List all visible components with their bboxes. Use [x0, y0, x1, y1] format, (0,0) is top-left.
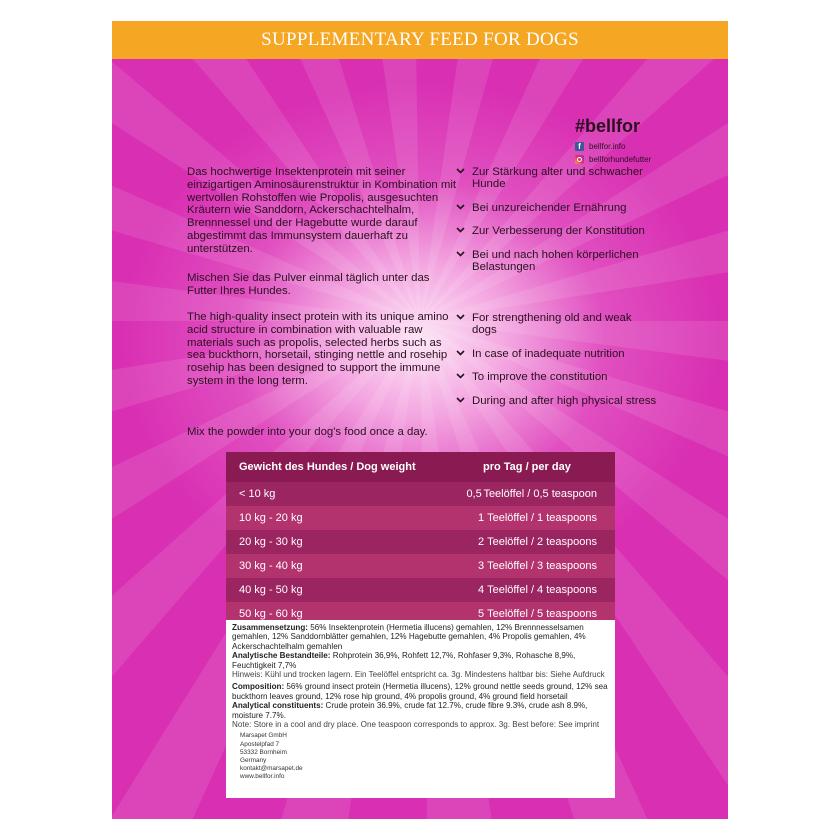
social-block — [575, 116, 651, 166]
benefit-item: Bei unzureichender Ernährung — [454, 202, 659, 214]
dose-unit: Teelöffel / 5 teaspoons — [487, 608, 597, 620]
instruction-en: Mix the powder into your dog's food once a day. — [187, 426, 428, 438]
zusammensetzung: Zusammensetzung: 56% Insektenprotein (Hermetia illucens) gemahlen, 12% Brennnesselsamen gemahlen, 12% Sanddornblätter gemahlen, 12% Hagebutte gemahlen, 4% Propolis gemahlen, 4% Ackerschachtelhalm gemahlen — [232, 623, 586, 651]
benefit-item: Zur Verbesserung der Konstitution — [454, 225, 659, 237]
instagram-text: bellforhundefutter — [589, 155, 652, 164]
weight-cell: 40 kg - 50 kg — [226, 578, 449, 602]
dose-unit: Teelöffel / 0,5 teaspoon — [483, 488, 597, 500]
benefit-item: Bei und nach hohen körperlichen Belastungen — [454, 249, 659, 274]
chevron-down-icon — [456, 396, 465, 404]
address-line: 53332 Bornheim — [240, 748, 287, 756]
address-line: Marsapet GmbH — [240, 732, 287, 740]
benefit-item: In case of inadequate nutrition — [454, 348, 659, 360]
analytical-constituents: Analytical constituents: Crude protein 36.9%, crude fat 12.7%, crude fibre 9.3%, crude ash 8.9%, moisture 7.7%. — [232, 701, 588, 720]
weight-cell: 50 kg - 60 kg — [226, 602, 449, 626]
chevron-down-icon — [456, 250, 465, 258]
dose-cell — [449, 554, 615, 578]
table-row — [226, 530, 615, 554]
analytische-bestandteile: Analytische Bestandteile: Rohprotein 36,9%, Rohfett 12,7%, Rohfaser 9,3%, Rohasche 8,9%, Feuchtigkeit 7,7% — [232, 651, 576, 670]
composition: Composition: 56% ground insect protein (Hermetia illucens), 12% ground nettle seeds ground, 12% sea buckthorn leaves ground, 12% rose hip ground, 4% propolis ground, 4% ground field horsetail — [232, 682, 608, 701]
storage-note: Note: Store in a cool and dry place. One teaspoon corresponds to approx. 3g. Best before: See imprint — [232, 720, 600, 730]
banner-title: SUPPLEMENTARY FEED FOR DOGS — [261, 29, 579, 50]
benefit-item: During and after high physical stress — [454, 395, 659, 407]
top-banner — [112, 21, 728, 59]
dose-amount: 4 — [477, 584, 485, 596]
table-row — [226, 482, 615, 506]
description-de: Das hochwertige Insektenprotein mit seiner einzigartigen Aminosäurenstruktur in Kombination mit wertvollen Rohstoffen wie Propolis, ausgesuchten Kräutern wie Sanddorn, Ackerschachtelhalm, Brennnessel und der Hagebutte wurde darauf abgestimmt das Immunsystem dauerhaft zu unterstützen. — [187, 166, 457, 255]
description-en: The high-quality insect protein with its unique amino acid structure in combination with valuable raw materials such as propolis, selected herbs such as sea buckthorn, horsetail, stinging nettle and rosehip rosehip has been designed to support the immune system in the long term. — [187, 311, 449, 387]
chevron-down-icon — [456, 167, 465, 175]
instagram-icon — [575, 155, 584, 164]
website-text: bellfor.info — [589, 142, 626, 151]
dosage-table — [226, 452, 615, 626]
dosage-header-row — [226, 452, 615, 482]
dose-unit: Teelöffel / 2 teaspoons — [487, 536, 597, 548]
hinweis: Hinweis: Kühl und trocken lagern. Ein Teelöffel entspricht ca. 3g. Mindestens haltbar bis: Siehe Aufdruck — [232, 670, 605, 680]
dose-cell — [449, 482, 615, 506]
dose-cell — [449, 578, 615, 602]
manufacturer-address — [232, 732, 609, 781]
address-line: www.bellfor.info — [240, 772, 285, 780]
benefit-item: Zur Stärkung alter und schwacher Hunde — [454, 166, 659, 191]
dose-amount: 1 — [477, 512, 485, 524]
address-line: kontakt@marsapet.de — [240, 764, 303, 772]
benefit-item: For strengthening old and weak dogs — [454, 312, 659, 337]
dose-amount: 2 — [477, 536, 485, 548]
instagram-row — [575, 153, 651, 166]
instruction-de: Mischen Sie das Pulver einmal täglich unter das Futter Ihres Hundes. — [187, 272, 430, 297]
dose-unit: Teelöffel / 1 teaspoons — [487, 512, 597, 524]
benefits-list-de — [454, 166, 659, 273]
chevron-down-icon — [456, 226, 465, 234]
dose-amount: 3 — [477, 560, 485, 572]
benefit-item: To improve the constitution — [454, 371, 659, 383]
facebook-icon: f — [575, 142, 584, 151]
header-dose: pro Tag / per day — [449, 452, 615, 482]
chevron-down-icon — [456, 349, 465, 357]
weight-cell: < 10 kg — [226, 482, 449, 506]
ingredients-panel — [226, 620, 615, 798]
chevron-down-icon — [456, 313, 465, 321]
dose-amount: 0,5 — [466, 488, 482, 500]
dose-amount: 5 — [477, 608, 485, 620]
weight-cell: 20 kg - 30 kg — [226, 530, 449, 554]
address-line: Germany — [240, 756, 267, 764]
header-weight: Gewicht des Hundes / Dog weight — [226, 452, 449, 482]
table-row — [226, 554, 615, 578]
dose-unit: Teelöffel / 3 teaspoons — [487, 560, 597, 572]
dose-cell — [449, 530, 615, 554]
table-row — [226, 506, 615, 530]
website-row — [575, 140, 651, 153]
hashtag: #bellfor — [575, 116, 641, 136]
weight-cell: 30 kg - 40 kg — [226, 554, 449, 578]
dose-unit: Teelöffel / 4 teaspoons — [487, 584, 597, 596]
benefits-list-en — [454, 312, 659, 407]
table-row — [226, 578, 615, 602]
dose-cell — [449, 506, 615, 530]
product-package-back — [112, 21, 728, 819]
address-line: Apostelpfad 7 — [240, 740, 280, 748]
weight-cell: 10 kg - 20 kg — [226, 506, 449, 530]
chevron-down-icon — [456, 372, 465, 380]
chevron-down-icon — [456, 203, 465, 211]
